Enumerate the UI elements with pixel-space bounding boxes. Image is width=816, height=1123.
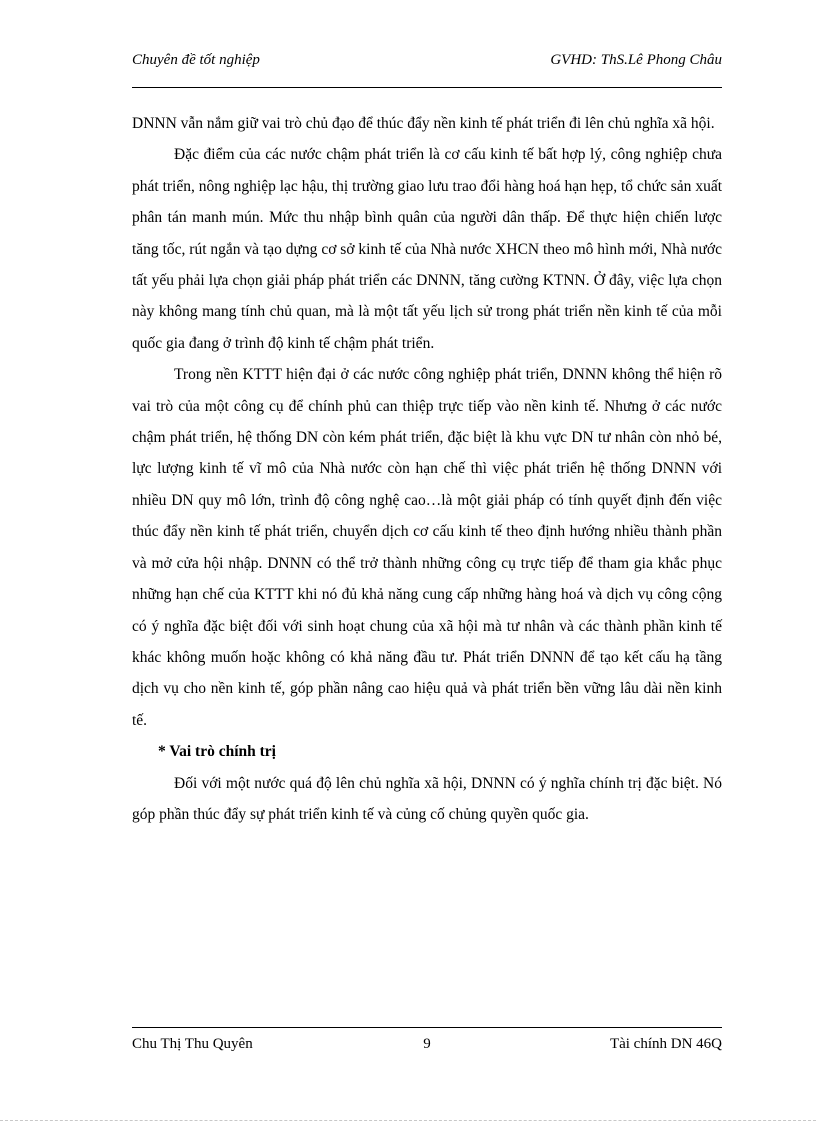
header-divider — [132, 87, 722, 88]
paragraph-1: DNNN vẫn nắm giữ vai trò chủ đạo để thúc đẩy nền kinh tế phát triển đi lên chủ nghĩa xã hội. — [132, 115, 715, 132]
paragraph-4: Đối với một nước quá độ lên chủ nghĩa xã hội, DNNN có ý nghĩa chính trị đặc biệt. Nó góp phần thúc đẩy sự phát triển kinh tế và củng cố chủng quyền quốc gia. — [132, 774, 722, 823]
section-heading: * Vai trò chính trị — [158, 743, 276, 761]
footer-divider — [132, 1027, 722, 1028]
header-supervisor: GVHD: ThS.Lê Phong Châu — [550, 52, 722, 68]
footer-class: Tài chính DN 46Q — [609, 1036, 722, 1052]
header-title: Chuyên đề tốt nghiệp — [132, 52, 260, 68]
paragraph-2: Đặc điểm của các nước chậm phát triển là cơ cấu kinh tế bất hợp lý, công nghiệp chưa phát triển, nông nghiệp lạc hậu, thị trường giao lưu trao đổi hàng hoá hạn hẹp, tổ chức sản xuất phân tán manh mún. Mức thu nhập bình quân của người dân thấp. Để thực hiện chiến lược tăng tốc, rút ngắn và tạo dựng cơ sở kinh tế của Nhà nước XHCN theo mô hình mới, Nhà nước tất yếu phải lựa chọn giải pháp phát triển các DNNN, tăng cường KTNN. Ở đây, việc lựa chọn này không mang tính chủ quan, mà là một tất yếu lịch sử trong phát triển nền kinh tế của mỗi quốc gia đang ở trình độ kinh tế chậm phát triển. — [132, 146, 722, 352]
page-boundary — [0, 1120, 816, 1121]
document-body — [132, 108, 722, 830]
footer-author: Chu Thị Thu Quyên — [132, 1036, 253, 1052]
page-header — [132, 52, 722, 76]
page-number: 9 — [423, 1036, 431, 1052]
page-footer — [132, 1036, 722, 1058]
paragraph-3: Trong nền KTTT hiện đại ở các nước công nghiệp phát triển, DNNN không thể hiện rõ vai trò của một công cụ để chính phủ can thiệp trực tiếp vào nền kinh tế. Nhưng ở các nước chậm phát triển, hệ thống DN còn kém phát triển, đặc biệt là khu vực DN tư nhân còn nhỏ bé, lực lượng kinh tế vĩ mô của Nhà nước còn hạn chế thì việc phát triển hệ thống DNNN với nhiều DN quy mô lớn, trình độ công nghệ cao…là một giải pháp có tính quyết định đến việc thúc đẩy nền kinh tế phát triển, chuyển dịch cơ cấu kinh tế theo định hướng nhiều thành phần và mở cửa hội nhập. DNNN có thể trở thành những công cụ trực tiếp để tham gia khắc phục những hạn chế của KTTT khi nó đủ khả năng cung cấp những hàng hoá và dịch vụ công cộng có ý nghĩa đặc biệt đối với sinh hoạt chung của xã hội mà tư nhân và các thành phần kinh tế khác không muốn hoặc không có khả năng đầu tư. Phát triển DNNN để tạo kết cấu hạ tầng dịch vụ cho nền kinh tế, góp phần nâng cao hiệu quả và phát triển bền vững lâu dài nền kinh tế. — [132, 366, 722, 729]
